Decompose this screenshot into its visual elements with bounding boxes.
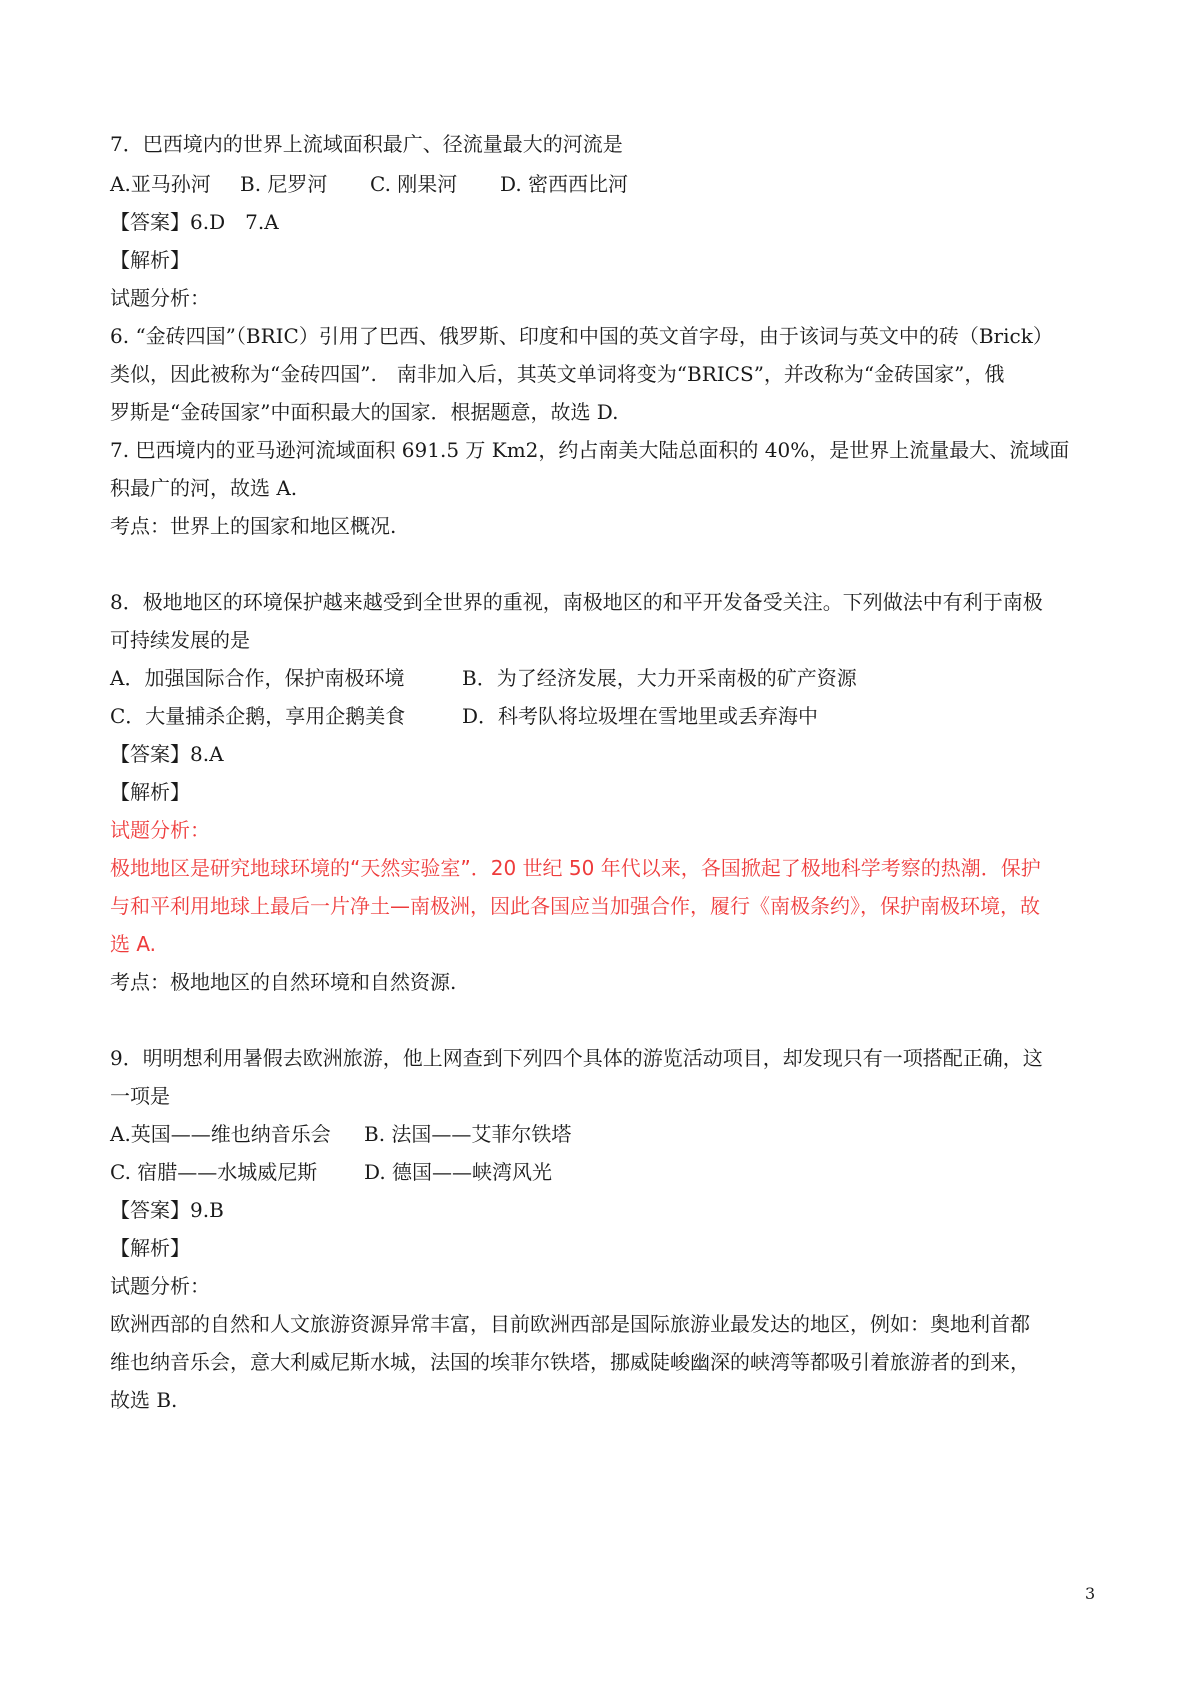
q6-explanation-line: 6. “金砖四国”（BRIC）引用了巴西、俄罗斯、印度和中国的英文首字母，由于该词与英文中的砖（Brick） (110, 324, 1053, 348)
q7-explanation-line: 积最广的河，故选 A. (110, 476, 298, 500)
q8-explanation-line: 极地地区是研究地球环境的“天然实验室”．20 世纪 50 年代以来，各国掀起了极地科学考察的热潮．保护 (110, 856, 1041, 880)
q8-analysis-label: 试题分析： (110, 818, 210, 842)
q8-options-row-2 (110, 702, 1100, 730)
q9-question-line: 一项是 (110, 1084, 170, 1108)
q7-explanation-line: 7. 巴西境内的亚马逊河流域面积 691.5 万 Km2，约占南美大陆总面积的 40%，是世界上流量最大、流域面 (110, 438, 1070, 462)
q8-answer: 【答案】8.A (110, 742, 224, 766)
q9-options-row-1 (110, 1120, 1100, 1148)
q9-option-b: B. 法国——艾菲尔铁塔 (364, 1122, 572, 1146)
page-number: 3 (1085, 1584, 1096, 1603)
q7-option-a: A.亚马孙河 (110, 172, 211, 196)
q8-option-a: A．加强国际合作，保护南极环境 (110, 666, 405, 690)
q8-option-c: C．大量捕杀企鹅，享用企鹅美食 (110, 704, 406, 728)
q8-explanation-line: 选 A. (110, 932, 157, 956)
q7-option-b: B. 尼罗河 (240, 172, 328, 196)
q9-option-a: A.英国——维也纳音乐会 (110, 1122, 331, 1146)
q9-option-c: C. 宿腊——水城威尼斯 (110, 1160, 318, 1184)
q9-explanation-line: 维也纳音乐会，意大利威尼斯水城，法国的埃菲尔铁塔，挪威陡峻幽深的峡湾等都吸引着旅游者的到来， (110, 1350, 1030, 1374)
q7-kaodian: 考点：世界上的国家和地区概况. (110, 514, 397, 538)
q8-option-d: D．科考队将垃圾埋在雪地里或丢弃海中 (462, 704, 819, 728)
q9-analysis-heading: 【解析】 (110, 1236, 190, 1260)
q9-question-line: 9．明明想利用暑假去欧洲旅游，他上网查到下列四个具体的游览活动项目，却发现只有一项搭配正确，这 (110, 1046, 1043, 1070)
q7-option-c: C. 刚果河 (370, 172, 458, 196)
q7-analysis-heading: 【解析】 (110, 248, 190, 272)
q9-analysis-label: 试题分析： (110, 1274, 210, 1298)
q8-kaodian: 考点：极地地区的自然环境和自然资源. (110, 970, 457, 994)
q9-explanation-line: 故选 B. (110, 1388, 178, 1412)
q6-explanation-line: 罗斯是“金砖国家”中面积最大的国家．根据题意，故选 D. (110, 400, 619, 424)
q7-option-d: D. 密西西比河 (500, 172, 629, 196)
q8-question-line: 可持续发展的是 (110, 628, 250, 652)
q6-explanation-line: 类似，因此被称为“金砖四国”. 南非加入后，其英文单词将变为“BRICS”，并改称为“金砖国家”，俄 (110, 362, 1005, 386)
q8-options-row-1 (110, 664, 1100, 692)
q7-options (110, 170, 1100, 198)
q8-analysis-heading: 【解析】 (110, 780, 190, 804)
q7-question: 7．巴西境内的世界上流域面积最广、径流量最大的河流是 (110, 132, 623, 156)
q9-explanation-line: 欧洲西部的自然和人文旅游资源异常丰富，目前欧洲西部是国际旅游业最发达的地区，例如：奥地利首都 (110, 1312, 1030, 1336)
q9-options-row-2 (110, 1158, 1100, 1186)
q9-option-d: D. 德国——峡湾风光 (364, 1160, 553, 1184)
q7-analysis-label: 试题分析： (110, 286, 210, 310)
q9-answer: 【答案】9.B (110, 1198, 224, 1222)
q8-explanation-line: 与和平利用地球上最后一片净土—南极洲，因此各国应当加强合作，履行《南极条约》，保护南极环境，故 (110, 894, 1040, 918)
q7-answer: 【答案】6.D 7.A (110, 210, 279, 234)
q8-question-line: 8．极地地区的环境保护越来越受到全世界的重视，南极地区的和平开发备受关注。下列做法中有利于南极 (110, 590, 1043, 614)
q8-option-b: B．为了经济发展，大力开采南极的矿产资源 (462, 666, 857, 690)
